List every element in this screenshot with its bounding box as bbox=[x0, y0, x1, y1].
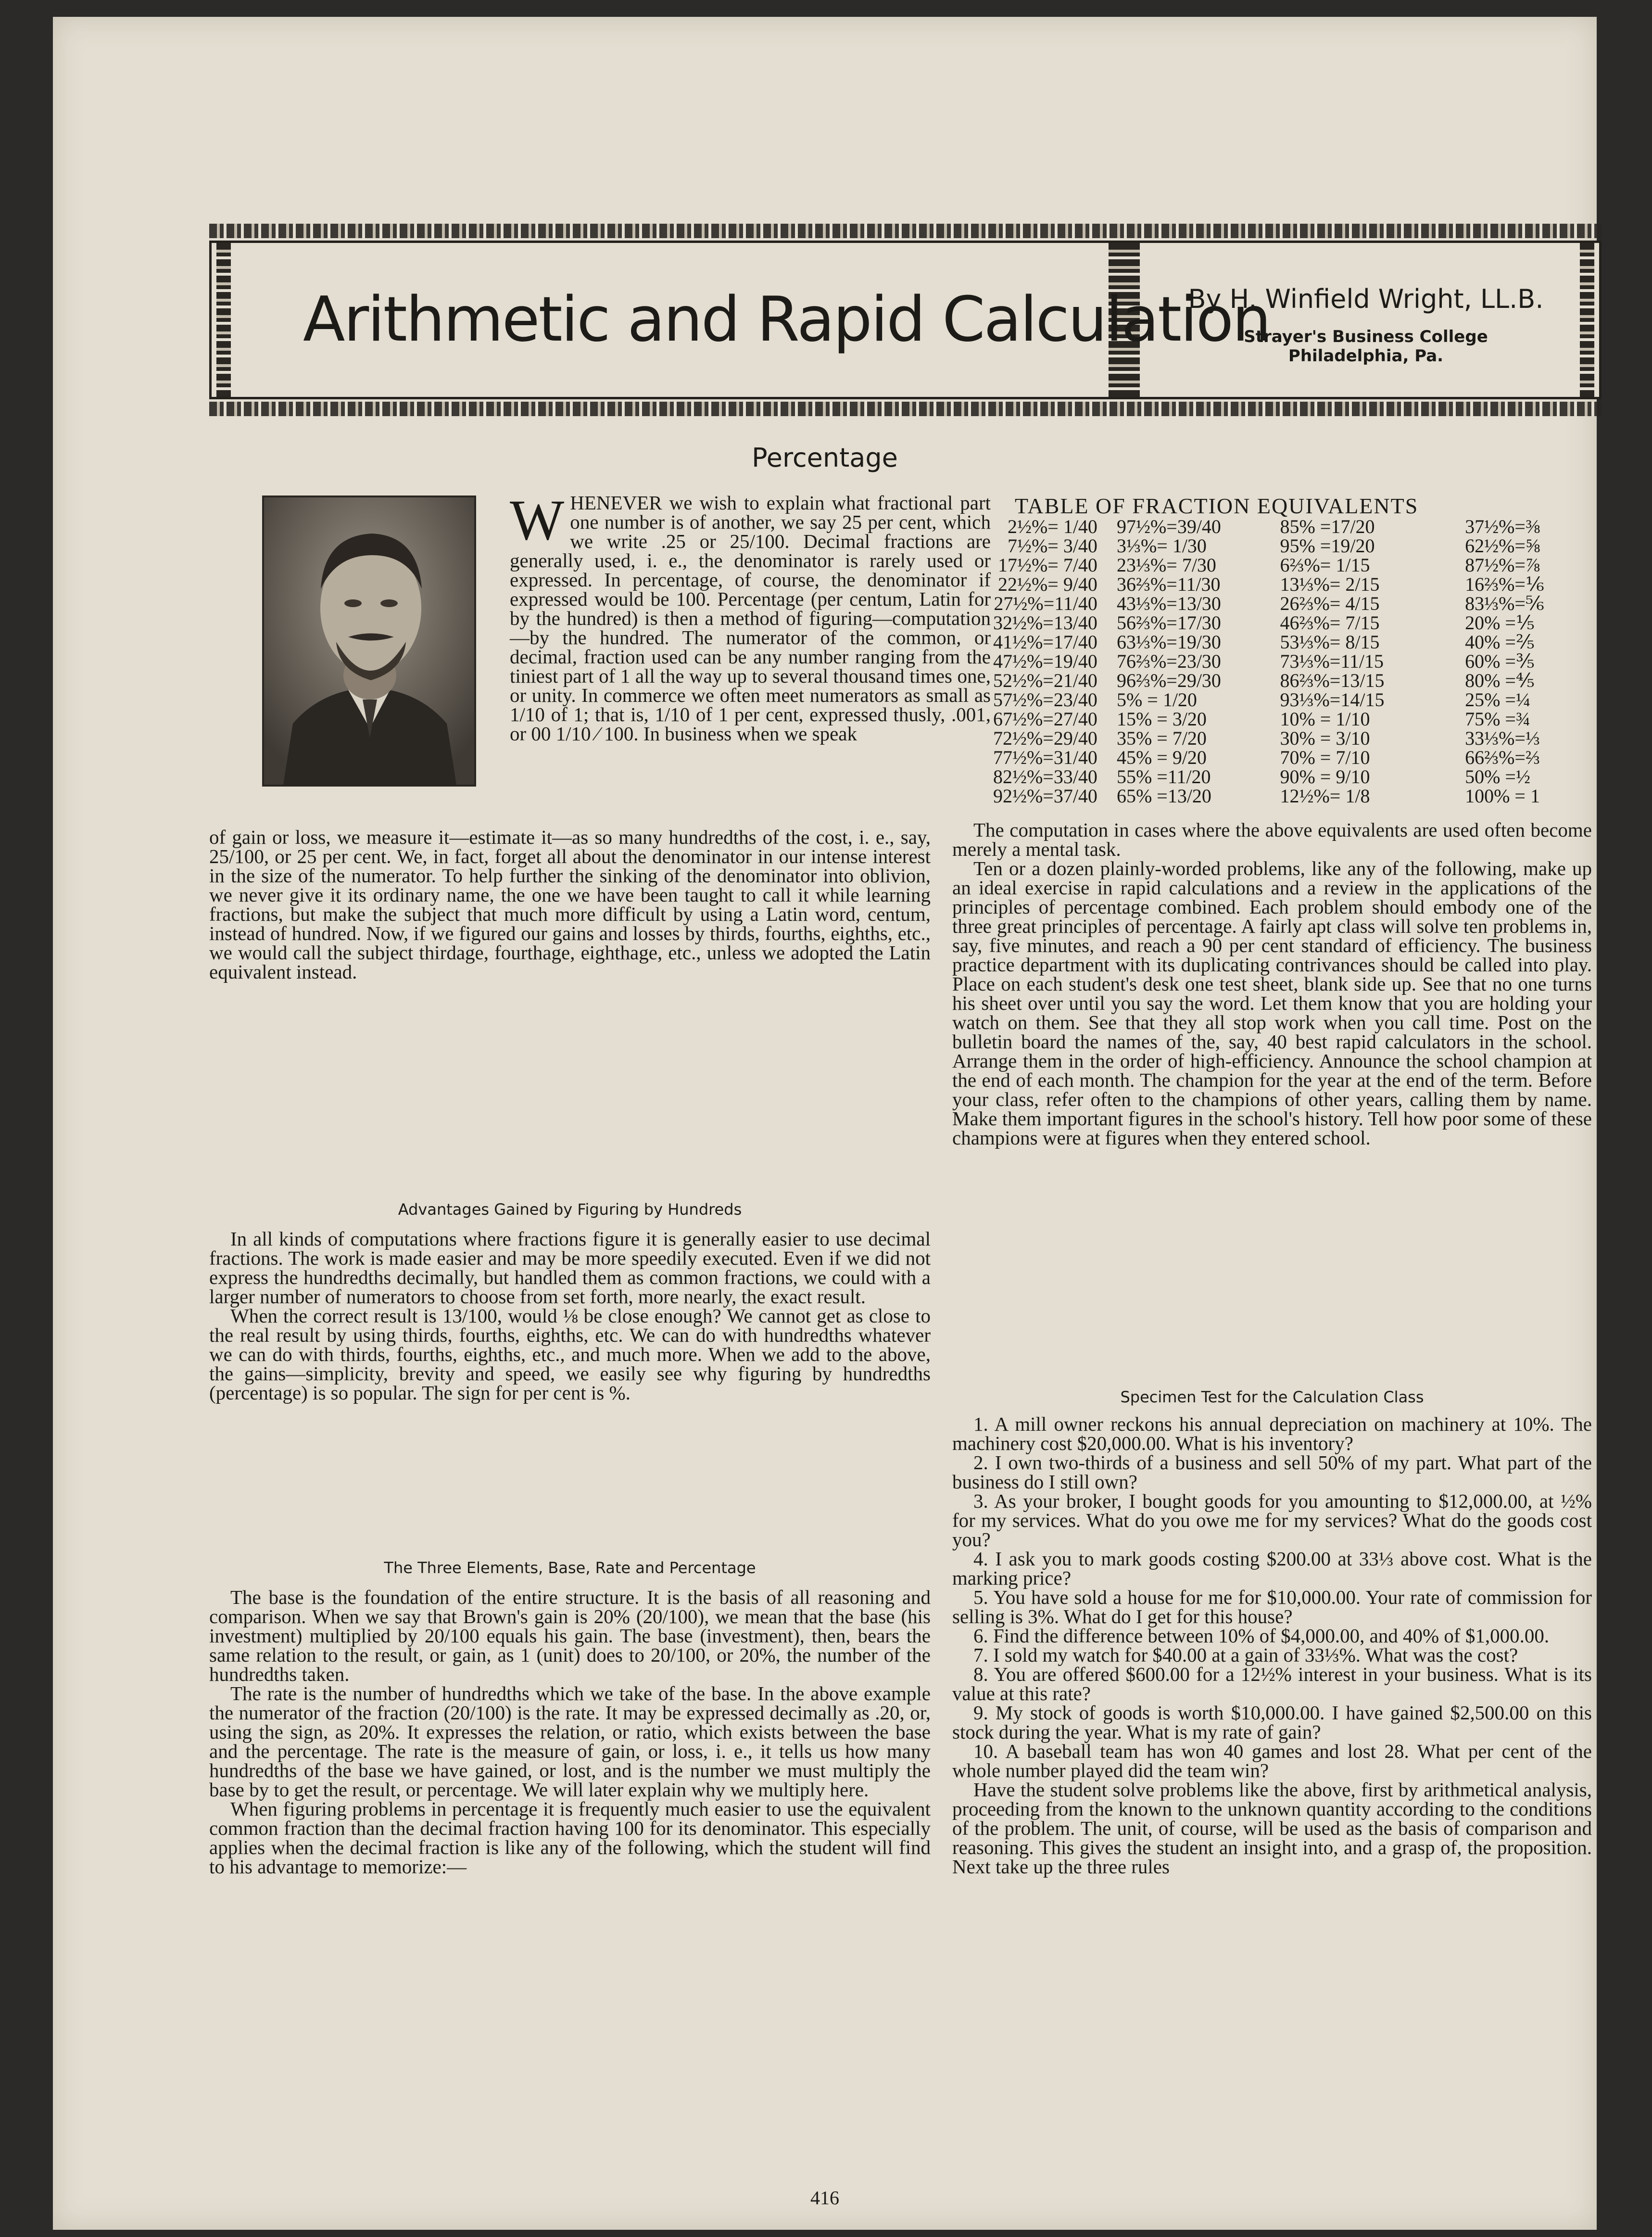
table-row bbox=[952, 575, 1597, 594]
test-question: 1. A mill owner reckons his annual depreciation on machinery at 10%. The machinery cost $20,000.00. What is his inventory? bbox=[952, 1413, 1592, 1454]
table-cell: 16⅔%=⅙ bbox=[1465, 573, 1544, 595]
table-row bbox=[952, 710, 1597, 729]
table-cell: 33⅓%=⅓ bbox=[1465, 727, 1540, 749]
decorative-border-top bbox=[209, 224, 1602, 238]
table-cell: 66⅔%=⅔ bbox=[1465, 747, 1540, 768]
table-cell: 70% = 7/10 bbox=[1280, 747, 1370, 768]
table-cell: 43⅓%=13/30 bbox=[1116, 593, 1221, 614]
table-cell: 2½%= 1/40 bbox=[1007, 516, 1097, 537]
test-question: 4. I ask you to mark goods costing $200.00 at 33⅓ above cost. What is the marking price? bbox=[952, 1548, 1592, 1589]
table-cell: 40% =⅖ bbox=[1465, 631, 1535, 653]
paragraph: of gain or loss, we measure it—estimate it—as so many hundredths of the cost, i. e., say, 25/100, or 25 per cent. We, in fact, forget all about the denominator in our intense interest in the size of the numerator. To help further the sinking of the denominator into oblivion, we never give it its ordinary name, the one we have been taught to call it while learning fractions, but make the subject that much more difficult by using a Latin word, centum, instead of hundred. Now, if we figured our gains and losses by thirds, fourths, eighths, etc., we would call the subject thirdage, fourthage, eighthage, etc., unless we adopted the Latin equivalent instead. bbox=[209, 826, 931, 983]
table-cell: 77½%=31/40 bbox=[993, 747, 1097, 768]
table-cell: 22½%= 9/40 bbox=[997, 573, 1097, 595]
table-cell: 63⅓%=19/30 bbox=[1116, 631, 1221, 653]
test-question: 8. You are offered $600.00 for a 12½% interest in your business. What is its value at this rate? bbox=[952, 1663, 1592, 1704]
table-cell: 85% =17/20 bbox=[1280, 516, 1375, 537]
table-row bbox=[952, 690, 1597, 710]
paragraph: The computation in cases where the above equivalents are used often become merely a mental task. bbox=[952, 819, 1592, 860]
table-row bbox=[952, 787, 1597, 806]
paragraph: When figuring problems in percentage it is frequently much easier to use the equivalent common fraction than the decimal fraction having 100 for its denominator. This especially applies when the decimal fraction is like any of the following, which the student will find to his advantage to memorize:— bbox=[209, 1798, 931, 1878]
table-cell: 37½%=⅜ bbox=[1465, 516, 1540, 537]
table-cell: 35% = 7/20 bbox=[1116, 727, 1207, 749]
table-cell: 15% = 3/20 bbox=[1116, 708, 1207, 730]
table-cell: 60% =⅗ bbox=[1465, 650, 1535, 672]
left-column-middle bbox=[209, 1229, 931, 1402]
table-cell: 75% =¾ bbox=[1465, 708, 1530, 730]
college-city: Philadelphia, Pa. bbox=[1288, 346, 1444, 366]
paragraph: When the correct result is 13/100, would ⅛ be close enough? We cannot get as close to the real result by using thirds, fourths, eighths, etc. We can do with hundredths whatever we can do with thirds, fourths, eighths, etc., and much more. When we add to the above, the gains—simplicity, brevity and speed, we easily see why figuring by hundredths (percentage) is so popular. The sign for per cent is %. bbox=[209, 1305, 931, 1404]
author-portrait-photo bbox=[262, 496, 476, 787]
table-row bbox=[952, 671, 1597, 690]
table-cell: 57½%=23/40 bbox=[993, 689, 1097, 711]
page-number: 416 bbox=[810, 2187, 839, 2209]
table-cell: 10% = 1/10 bbox=[1280, 708, 1370, 730]
table-cell: 96⅔%=29/30 bbox=[1116, 670, 1221, 691]
fraction-equivalents-table bbox=[952, 517, 1597, 806]
table-cell: 47½%=19/40 bbox=[993, 650, 1097, 672]
article-title: Arithmetic and Rapid Calculation bbox=[303, 284, 1270, 356]
table-cell: 83⅓%=⅚ bbox=[1465, 593, 1544, 614]
right-column-questions bbox=[952, 1414, 1592, 1876]
table-cell: 17½%= 7/40 bbox=[997, 554, 1097, 576]
table-cell: 52½%=21/40 bbox=[993, 670, 1097, 691]
table-cell: 72½%=29/40 bbox=[993, 727, 1097, 749]
left-column-bottom bbox=[209, 1588, 931, 1876]
article-header-banner bbox=[209, 241, 1602, 399]
table-cell: 92½%=37/40 bbox=[993, 785, 1097, 807]
table-cell: 50% =½ bbox=[1465, 766, 1530, 788]
table-cell: 82½%=33/40 bbox=[993, 766, 1097, 788]
table-row bbox=[952, 517, 1597, 536]
subheading-specimen-test: Specimen Test for the Calculation Class bbox=[1120, 1388, 1424, 1406]
table-cell: 46⅔%= 7/15 bbox=[1280, 612, 1380, 634]
table-row bbox=[952, 536, 1597, 556]
table-title: TABLE OF FRACTION EQUIVALENTS bbox=[1015, 494, 1419, 518]
test-question: 7. I sold my watch for $40.00 at a gain of 33⅓%. What was the cost? bbox=[973, 1644, 1518, 1666]
college-name: Strayer's Business College bbox=[1244, 327, 1488, 346]
table-cell: 90% = 9/10 bbox=[1280, 766, 1370, 788]
table-cell: 86⅔%=13/15 bbox=[1280, 670, 1385, 691]
table-cell: 73⅓%=11/15 bbox=[1280, 650, 1384, 672]
test-question: 9. My stock of goods is worth $10,000.00. I have gained $2,500.00 on this stock during the year. What is my rate of gain? bbox=[952, 1702, 1592, 1743]
test-question: 3. As your broker, I bought goods for you amounting to $12,000.00, at ½% for my services. What do you owe me for my services? What do the goods cost you? bbox=[952, 1490, 1592, 1551]
author-byline: By H. Winfield Wright, LL.B. bbox=[1188, 284, 1544, 314]
paragraph: The base is the foundation of the entire structure. It is the basis of all reasoning and comparison. When we say that Brown's gain is 20% (20/100), we mean that the base (his investment) multiplied by 20/100 equals his gain. The base (investment), then, bears the same relation to the result, or gain, as 1 (unit) does to 20/100, or 20%, the number of the hundredths taken. bbox=[209, 1586, 931, 1685]
table-cell: 56⅔%=17/30 bbox=[1116, 612, 1221, 634]
table-cell: 97½%=39/40 bbox=[1116, 516, 1221, 537]
table-row bbox=[952, 767, 1597, 787]
test-question: 6. Find the difference between 10% of $4,000.00, and 40% of $1,000.00. bbox=[973, 1625, 1550, 1647]
table-cell: 7½%= 3/40 bbox=[1007, 535, 1097, 557]
test-question: 2. I own two-thirds of a business and sell 50% of my part. What part of the business do I still own? bbox=[952, 1451, 1592, 1493]
right-column-top bbox=[952, 820, 1592, 1147]
decorative-border-bottom bbox=[209, 402, 1602, 416]
paragraph: Have the student solve problems like the above, first by arithmetical analysis, proceeding from the known to the unknown quantity according to the conditions of the problem. The unit, of course, will be used as the basis of comparison and reasoning. This gives the student an insight into, and a grasp of, the proposition. Next take up the three rules bbox=[952, 1779, 1592, 1878]
table-cell: 32½%=13/40 bbox=[993, 612, 1097, 634]
decorative-border-right bbox=[1580, 243, 1594, 397]
table-cell: 87½%=⅞ bbox=[1465, 554, 1540, 576]
table-cell: 30% = 3/10 bbox=[1280, 727, 1370, 749]
table-cell: 62½%=⅝ bbox=[1465, 535, 1540, 557]
test-question: 5. You have sold a house for me for $10,000.00. Your rate of commission for selling is 3%. What do I get for this house? bbox=[952, 1586, 1592, 1627]
table-cell: 13⅓%= 2/15 bbox=[1280, 573, 1380, 595]
table-cell: 5% = 1/20 bbox=[1116, 689, 1197, 711]
table-cell: 36⅔%=11/30 bbox=[1116, 573, 1221, 595]
section-title: Percentage bbox=[752, 443, 898, 473]
magazine-page bbox=[53, 17, 1597, 2230]
paragraph: Ten or a dozen plainly-worded problems, like any of the following, make up an ideal exercise in rapid calculations and a review in the applications of the principles of percentage combined. Each problem should embody one of the three great principles of percentage. A fairly apt class will solve ten problems in, say, five minutes, and reach a 90 per cent standard of efficiency. The business practice department with its duplicating contrivances should be called into play. Place on each student's desk one test sheet, blank side up. See that no one turns his sheet over until you say the word. Let them know that you are holding your watch on them. See that they all stop work when you call time. Post on the bulletin board the names of the, say, 40 best rapid calculators in the school. Arrange them in the order of high-efficiency. Announce the school champion at the end of each month. The champion for the year at the end of the term. Before your class, refer often to the champions of other years, calling them by name. Make them important figures in the school's history. Tell how poor some of these champions were at figures when they entered school. bbox=[952, 857, 1592, 1149]
table-cell: 3⅓%= 1/30 bbox=[1116, 535, 1207, 557]
table-cell: 55% =11/20 bbox=[1116, 766, 1211, 788]
table-cell: 76⅔%=23/30 bbox=[1116, 650, 1221, 672]
table-cell: 27½%=11/40 bbox=[994, 593, 1097, 614]
table-cell: 25% =¼ bbox=[1465, 689, 1530, 711]
table-row bbox=[952, 652, 1597, 671]
left-column-top bbox=[209, 827, 931, 981]
table-row bbox=[952, 748, 1597, 767]
table-cell: 6⅔%= 1/15 bbox=[1280, 554, 1370, 576]
table-row bbox=[952, 594, 1597, 613]
table-row bbox=[952, 633, 1597, 652]
table-cell: 20% =⅕ bbox=[1465, 612, 1535, 634]
drop-cap: W bbox=[510, 488, 565, 552]
table-cell: 41½%=17/40 bbox=[993, 631, 1097, 653]
author-affiliation bbox=[1159, 327, 1573, 366]
decorative-border-left bbox=[216, 243, 231, 397]
table-row bbox=[952, 613, 1597, 633]
table-cell: 23⅓%= 7/30 bbox=[1116, 554, 1216, 576]
table-cell: 93⅓%=14/15 bbox=[1280, 689, 1385, 711]
table-cell: 67½%=27/40 bbox=[993, 708, 1097, 730]
test-question: 10. A baseball team has won 40 games and lost 28. What per cent of the whole number played did the team win? bbox=[952, 1740, 1592, 1781]
table-row bbox=[952, 729, 1597, 748]
table-cell: 100% = 1 bbox=[1465, 785, 1540, 807]
subheading-three-elements: The Three Elements, Base, Rate and Percentage bbox=[384, 1559, 756, 1577]
intro-paragraph bbox=[510, 488, 991, 745]
subheading-advantages: Advantages Gained by Figuring by Hundreds bbox=[398, 1200, 742, 1219]
table-cell: 53⅓%= 8/15 bbox=[1280, 631, 1380, 653]
table-cell: 80% =⅘ bbox=[1465, 670, 1535, 691]
table-cell: 12½%= 1/8 bbox=[1280, 785, 1370, 807]
table-cell: 95% =19/20 bbox=[1280, 535, 1375, 557]
table-cell: 65% =13/20 bbox=[1116, 785, 1211, 807]
paragraph: In all kinds of computations where fractions figure it is generally easier to use decimal fractions. The work is made easier and may be more speedily executed. Even if we did not express the hundredths decimally, but handled them as common fractions, we could with a larger number of numerators to choose from set forth, more nearly, the exact result. bbox=[209, 1228, 931, 1308]
paragraph: The rate is the number of hundredths which we take of the base. In the above example the numerator of the fraction (20/100) is the rate. It may be expressed decimally as .20, or, using the sign, as 20%. It expresses the relation, or ratio, which exists between the base and the percentage. The rate is the measure of gain, or loss, i. e., it tells us how many hundredths of the base we have gained, or lost, and is the number we must multiply the base by to get the result, or percentage. We will later explain why we multiply here. bbox=[209, 1682, 931, 1801]
intro-text: HENEVER we wish to explain what fractional part one number is of another, we say 25 per cent, which we write .25 or 25/100. Decimal fractions are generally used, i. e., the denominator is rarely used or expressed. In percentage, of course, the denominator if expressed would be 100. Percentage (per centum, Latin for by the hundred) is then a method of figuring—computation—by the hundred. The numerator of the common, or decimal, fraction used can be any number ranging from the tiniest part of 1 all the way up to several thousand times one, or unity. In commerce we often meet numerators as small as 1/10 of 1; that is, 1/10 of 1 per cent, expressed thusly, .001, or 00 1/10 ⁄ 100. In business when we speak bbox=[510, 492, 991, 745]
table-cell: 45% = 9/20 bbox=[1116, 747, 1207, 768]
table-row bbox=[952, 556, 1597, 575]
table-cell: 26⅔%= 4/15 bbox=[1280, 593, 1380, 614]
portrait-illustration bbox=[264, 497, 474, 785]
